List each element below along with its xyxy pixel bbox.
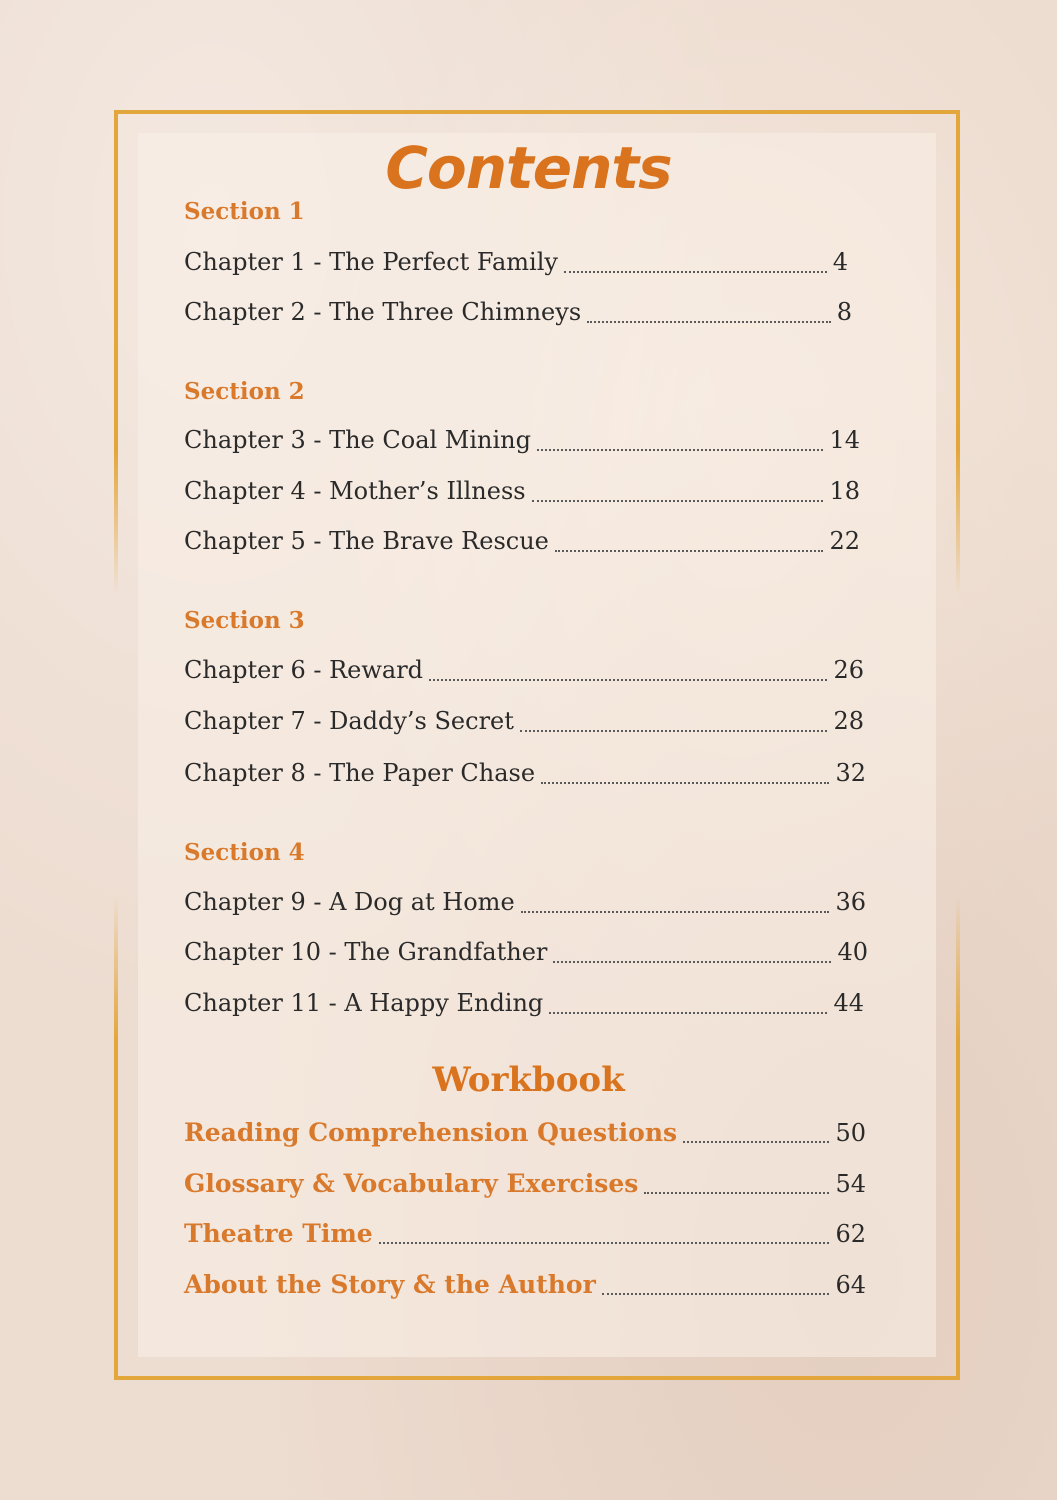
workbook-entry[interactable]	[184, 1270, 866, 1304]
toc-entry-page: 44	[833, 989, 864, 1017]
toc-entry-label: Chapter 5 - The Brave Rescue	[184, 527, 549, 555]
section-heading: Section 4	[184, 839, 305, 866]
toc-entry[interactable]	[184, 989, 864, 1023]
toc-entry-label: Chapter 9 - A Dog at Home	[184, 888, 515, 916]
workbook-title: Workbook	[432, 1060, 625, 1100]
toc-entry[interactable]	[184, 248, 848, 282]
workbook-entry-page: 62	[835, 1220, 866, 1248]
toc-entry-page: 18	[829, 477, 860, 505]
workbook-entry[interactable]	[184, 1118, 866, 1152]
dot-leader	[602, 1292, 830, 1295]
toc-entry[interactable]	[184, 426, 860, 460]
toc-entry[interactable]	[184, 888, 866, 922]
toc-entry-page: 8	[836, 298, 852, 326]
dot-leader	[537, 448, 823, 451]
workbook-entry[interactable]	[184, 1219, 866, 1253]
frame-top-border	[114, 110, 960, 114]
page-title: Contents	[385, 134, 672, 202]
toc-entry[interactable]	[184, 298, 852, 332]
toc-entry-label: Chapter 2 - The Three Chimneys	[184, 298, 582, 326]
dot-leader	[532, 499, 824, 502]
workbook-entry[interactable]	[184, 1169, 866, 1203]
dot-leader	[520, 729, 828, 732]
toc-entry[interactable]	[184, 527, 860, 561]
workbook-entry-label: About the Story & the Author	[184, 1270, 596, 1299]
toc-entry[interactable]	[184, 707, 864, 741]
section-heading: Section 2	[184, 378, 305, 405]
section-heading: Section 1	[184, 198, 305, 225]
toc-entry-page: 14	[829, 426, 860, 454]
frame-right-lower-border	[956, 895, 960, 1380]
dot-leader	[379, 1241, 830, 1244]
toc-entry[interactable]	[184, 938, 868, 972]
dot-leader	[683, 1140, 829, 1143]
toc-entry-page: 28	[833, 707, 864, 735]
toc-entry-page: 32	[835, 759, 866, 787]
toc-entry[interactable]	[184, 477, 860, 511]
workbook-entry-page: 50	[835, 1119, 866, 1147]
frame-bottom-border	[114, 1376, 960, 1380]
dot-leader	[549, 1011, 827, 1014]
dot-leader	[553, 960, 831, 963]
toc-entry-label: Chapter 1 - The Perfect Family	[184, 248, 558, 276]
dot-leader	[564, 270, 827, 273]
toc-entry-page: 40	[837, 938, 868, 966]
toc-entry[interactable]	[184, 656, 864, 690]
toc-entry-label: Chapter 11 - A Happy Ending	[184, 989, 544, 1017]
section-heading: Section 3	[184, 607, 305, 634]
frame-left-lower-border	[114, 895, 118, 1380]
toc-entry[interactable]	[184, 759, 866, 793]
toc-entry-label: Chapter 3 - The Coal Mining	[184, 426, 532, 454]
toc-entry-page: 26	[833, 656, 864, 684]
dot-leader	[429, 678, 827, 681]
toc-entry-label: Chapter 7 - Daddy’s Secret	[184, 707, 514, 735]
toc-entry-label: Chapter 4 - Mother’s Illness	[184, 477, 526, 505]
toc-entry-page: 36	[835, 888, 866, 916]
workbook-entry-label: Reading Comprehension Questions	[184, 1118, 678, 1147]
toc-entry-label: Chapter 6 - Reward	[184, 656, 424, 684]
dot-leader	[644, 1191, 829, 1194]
workbook-entry-page: 64	[835, 1271, 866, 1299]
toc-entry-page: 22	[829, 527, 860, 555]
dot-leader	[555, 549, 824, 552]
dot-leader	[521, 910, 830, 913]
toc-entry-page: 4	[832, 248, 848, 276]
workbook-entry-label: Glossary & Vocabulary Exercises	[184, 1169, 639, 1198]
toc-entry-label: Chapter 8 - The Paper Chase	[184, 759, 536, 787]
workbook-entry-label: Theatre Time	[184, 1219, 373, 1248]
workbook-entry-page: 54	[835, 1170, 866, 1198]
dot-leader	[587, 320, 831, 323]
toc-entry-label: Chapter 10 - The Grandfather	[184, 938, 548, 966]
dot-leader	[541, 781, 829, 784]
